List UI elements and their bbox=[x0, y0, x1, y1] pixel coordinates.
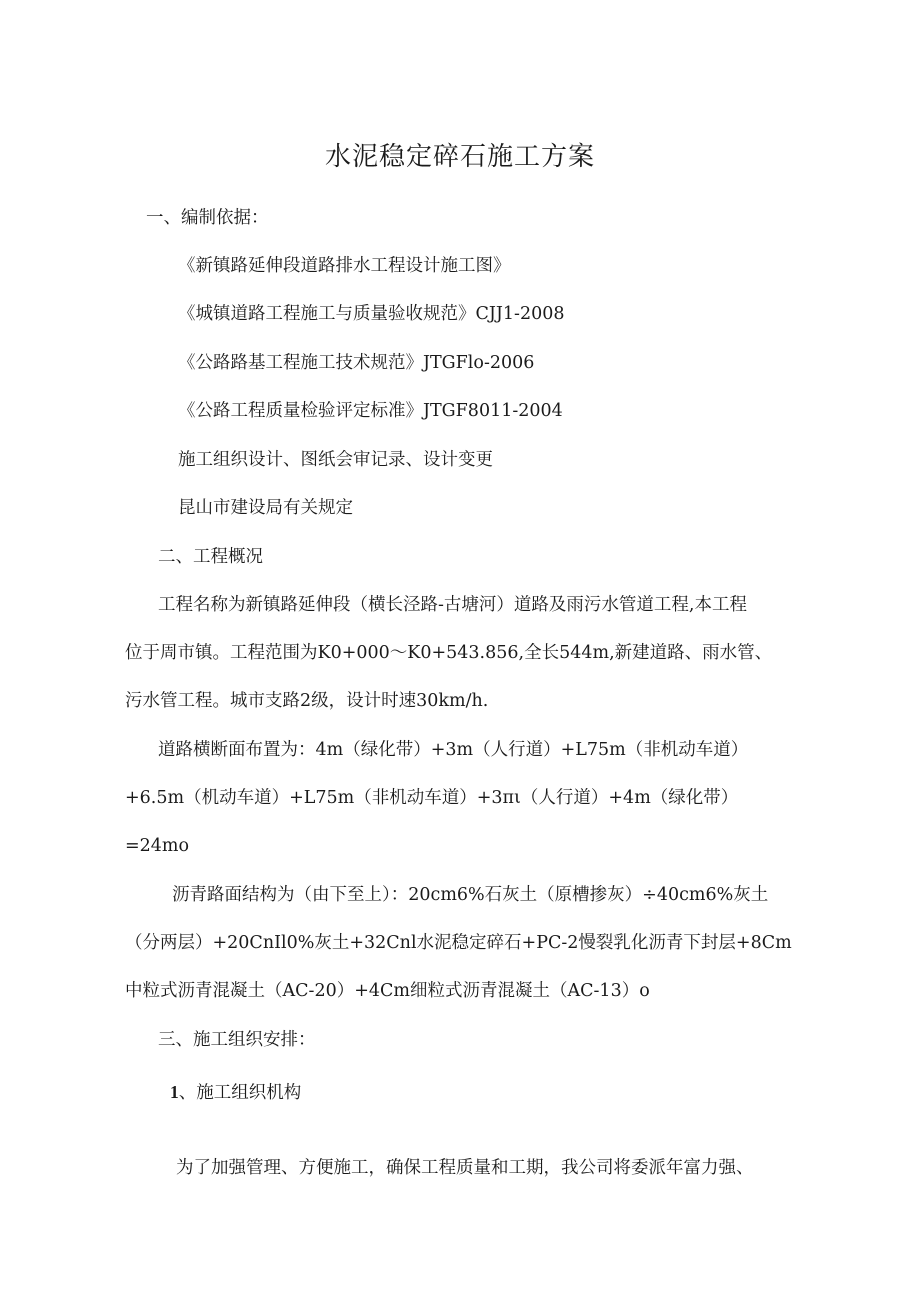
paragraph-line: 工程名称为新镇路延伸段（横长泾路-古塘河）道路及雨污水管道工程,本工程 bbox=[158, 595, 747, 615]
paragraph-line: 污水管工程。城市支路2级，设计时速30km∕h. bbox=[125, 691, 489, 711]
reference-item: 《公路工程质量检验评定标准》JTGF8011-2004 bbox=[178, 401, 563, 421]
paragraph-line: 道路横断面布置为：4m（绿化带）+3m（人行道）+L75m（非机动车道） bbox=[158, 740, 749, 760]
section-heading-overview: 二、工程概况 bbox=[158, 547, 263, 567]
paragraph-line: 位于周市镇。工程范围为K0+000～K0+543.856,全长544m,新建道路、雨水管、 bbox=[125, 643, 773, 663]
reference-item: 《城镇道路工程施工与质量验收规范》CJJ1-2008 bbox=[178, 304, 565, 324]
paragraph-line: +6.5m（机动车道）+L75m（非机动车道）+3πι（人行道）+4m（绿化带） bbox=[125, 788, 739, 808]
subsection-heading bbox=[170, 1080, 301, 1105]
section-heading-basis: 一、编制依据： bbox=[146, 208, 269, 228]
subsection-label: 、施工组织机构 bbox=[178, 1083, 302, 1103]
paragraph-line: 中粒式沥青混凝土（AC-20）+4Cm细粒式沥青混凝土（AC-13）o bbox=[125, 981, 650, 1001]
document-title: 水泥稳定碎石施工方案 bbox=[324, 142, 595, 172]
reference-item: 施工组织设计、图纸会审记录、设计变更 bbox=[178, 450, 493, 470]
reference-item: 《新镇路延伸段道路排水工程设计施工图》 bbox=[178, 256, 511, 276]
paragraph-line: 沥青路面结构为（由下至上）：20cm6%石灰土（原槽掺灰）÷40cm6%灰土 bbox=[172, 885, 769, 905]
section-heading-organization: 三、施工组织安排： bbox=[158, 1030, 316, 1050]
paragraph-line: 为了加强管理、方便施工，确保工程质量和工期，我公司将委派年富力强、 bbox=[176, 1158, 754, 1178]
subsection-number: 1 bbox=[170, 1082, 179, 1102]
paragraph-line: （分两层）+20CnIl0%灰土+32Cnl水泥稳定碎石+PC-2慢裂乳化沥青下封层+8Cm bbox=[125, 933, 792, 953]
reference-item: 《公路路基工程施工技术规范》JTGFlo-2006 bbox=[178, 353, 535, 373]
reference-item: 昆山市建设局有关规定 bbox=[178, 498, 353, 518]
paragraph-line: =24mo bbox=[125, 836, 190, 856]
